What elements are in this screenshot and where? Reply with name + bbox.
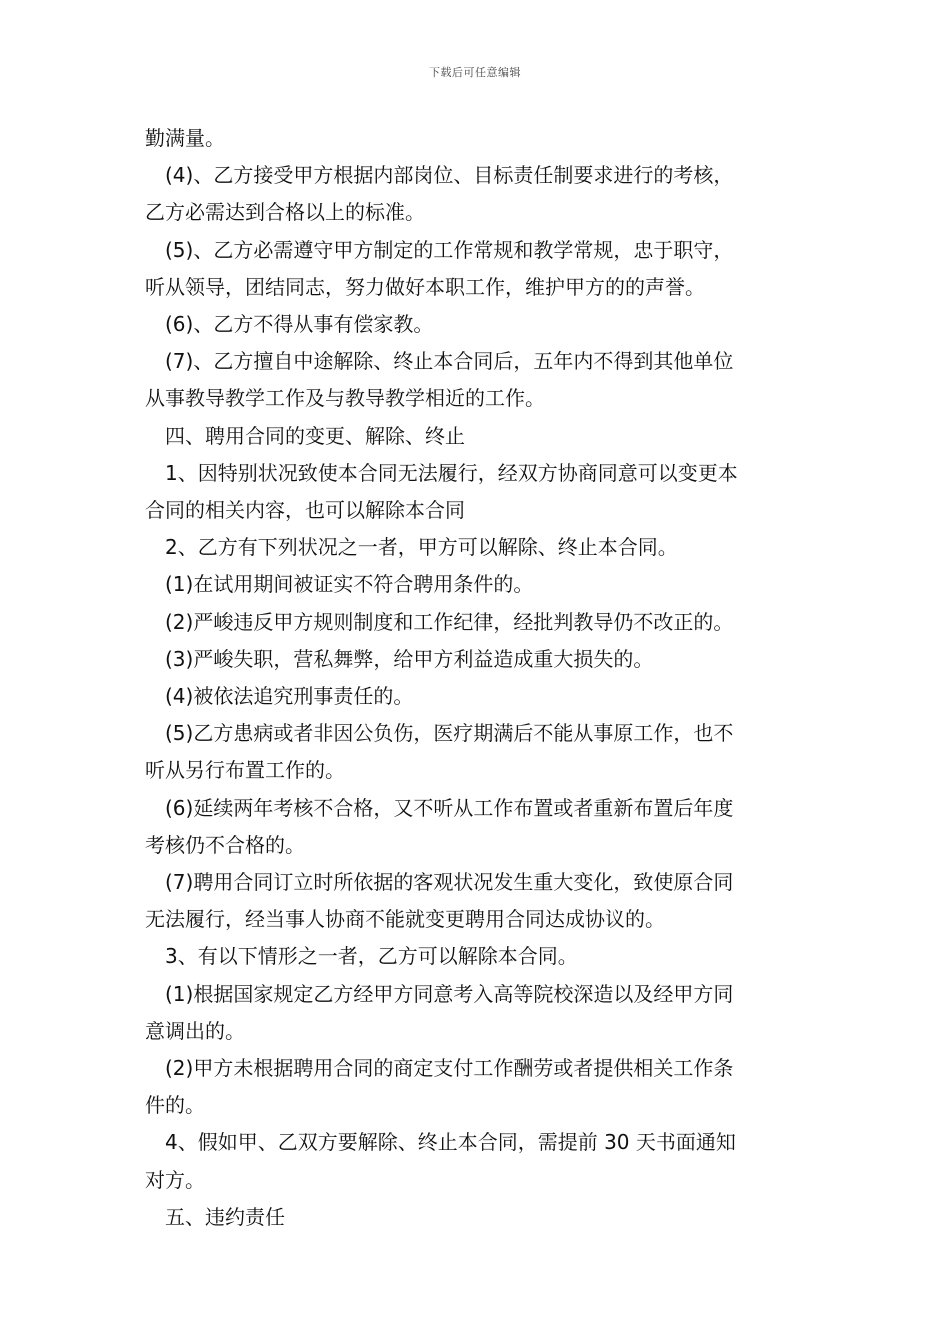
text-line: (6)、乙方不得从事有偿家教。 (165, 312, 434, 337)
text-line: 3、有以下情形之一者，乙方可以解除本合同。 (165, 944, 578, 969)
page-header: 下载后可任意编辑 (429, 66, 521, 79)
text-line: 4、假如甲、乙双方要解除、终止本合同，需提前 30 天书面通知 (165, 1130, 736, 1155)
text-line: 合同的相关内容，也可以解除本合同 (145, 498, 465, 523)
text-line: 对方。 (145, 1167, 205, 1192)
text-line: (7)聘用合同订立时所依据的客观状况发生重大变化，致使原合同 (165, 870, 734, 895)
text-line: 乙方必需达到合格以上的标准。 (145, 200, 425, 225)
text-line: (2)严峻违反甲方规则制度和工作纪律，经批判教导仍不改正的。 (165, 609, 734, 634)
text-line: 听从另行布置工作的。 (145, 758, 345, 783)
text-line: (3)严峻失职，营私舞弊，给甲方利益造成重大损失的。 (165, 646, 654, 671)
text-line: 无法履行，经当事人协商不能就变更聘用合同达成协议的。 (145, 907, 665, 932)
text-line: (7)、乙方擅自中途解除、终止本合同后，五年内不得到其他单位 (165, 349, 734, 374)
text-line: (5)、乙方必需遵守甲方制定的工作常规和教学常规，忠于职守， (165, 237, 734, 262)
text-line: 五、违约责任 (165, 1204, 285, 1229)
text-line: 意调出的。 (145, 1018, 245, 1043)
text-line: 四、聘用合同的变更、解除、终止 (165, 423, 465, 448)
text-line: (4)被依法追究刑事责任的。 (165, 684, 414, 709)
text-line: 勤满量。 (145, 126, 225, 150)
text-line: (1)根据国家规定乙方经甲方同意考入高等院校深造以及经甲方同 (165, 981, 734, 1006)
text-line: (5)乙方患病或者非因公负伤，医疗期满后不能从事原工作，也不 (165, 721, 734, 746)
text-line: (4)、乙方接受甲方根据内部岗位、目标责任制要求进行的考核， (165, 163, 734, 188)
text-line: 从事教导教学工作及与教导教学相近的工作。 (145, 386, 545, 411)
text-line: 2、乙方有下列状况之一者，甲方可以解除、终止本合同。 (165, 535, 678, 560)
text-line: (6)延续两年考核不合格，又不听从工作布置或者重新布置后年度 (165, 795, 734, 820)
text-line: (1)在试用期间被证实不符合聘用条件的。 (165, 572, 534, 597)
text-line: 件的。 (145, 1093, 205, 1118)
text-line: 听从领导，团结同志，努力做好本职工作，维护甲方的的声誉。 (145, 274, 705, 299)
document-body (145, 120, 810, 1236)
text-line: 1、因特别状况致使本合同无法履行，经双方协商同意可以变更本 (165, 460, 738, 485)
text-line: 考核仍不合格的。 (145, 832, 305, 857)
text-line: (2)甲方未根据聘用合同的商定支付工作酬劳或者提供相关工作条 (165, 1056, 734, 1081)
